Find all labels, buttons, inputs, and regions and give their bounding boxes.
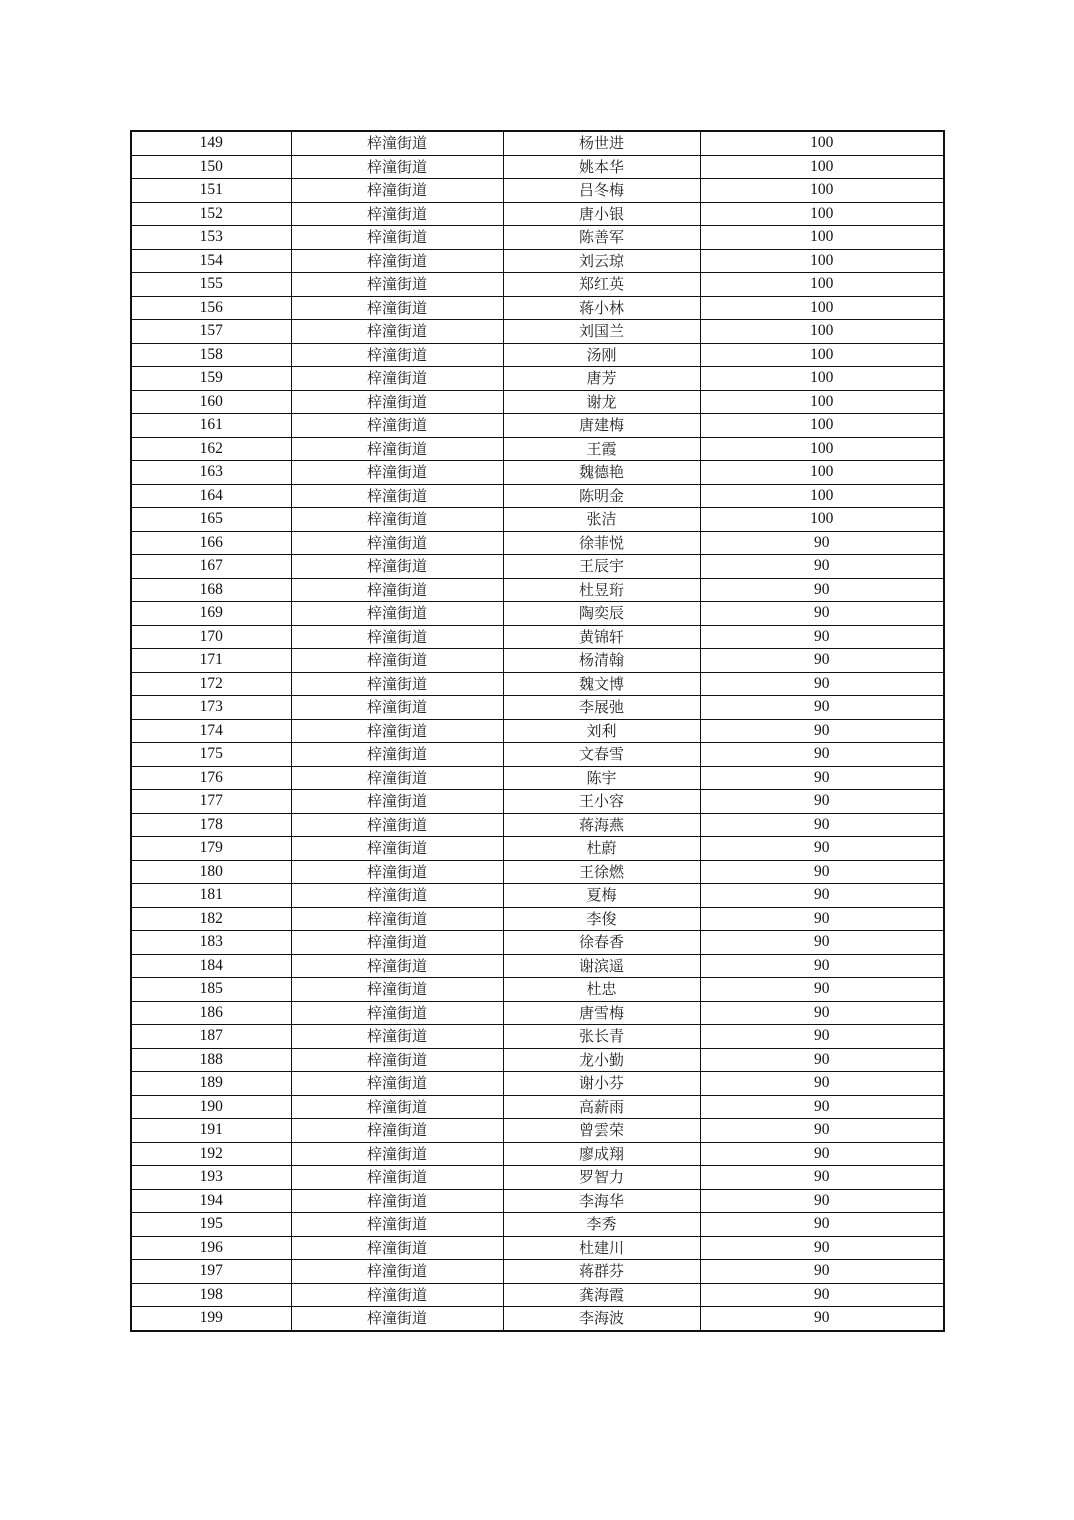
table-row xyxy=(131,884,944,908)
person-name-cell: 唐芳 xyxy=(503,367,700,391)
district-cell: 梓潼街道 xyxy=(291,1213,503,1237)
person-name-cell: 张洁 xyxy=(503,508,700,532)
district-cell: 梓潼街道 xyxy=(291,1189,503,1213)
amount-cell: 100 xyxy=(700,179,944,203)
district-cell: 梓潼街道 xyxy=(291,249,503,273)
table-row xyxy=(131,719,944,743)
serial-number-cell: 163 xyxy=(131,461,291,485)
amount-cell: 90 xyxy=(700,1166,944,1190)
table-row xyxy=(131,978,944,1002)
district-cell: 梓潼街道 xyxy=(291,766,503,790)
district-cell: 梓潼街道 xyxy=(291,484,503,508)
district-cell: 梓潼街道 xyxy=(291,508,503,532)
amount-cell: 90 xyxy=(700,790,944,814)
table-row xyxy=(131,860,944,884)
amount-cell: 90 xyxy=(700,954,944,978)
district-cell: 梓潼街道 xyxy=(291,719,503,743)
serial-number-cell: 169 xyxy=(131,602,291,626)
person-name-cell: 陈宇 xyxy=(503,766,700,790)
serial-number-cell: 167 xyxy=(131,555,291,579)
district-cell: 梓潼街道 xyxy=(291,531,503,555)
amount-cell: 90 xyxy=(700,672,944,696)
table-row xyxy=(131,273,944,297)
person-name-cell: 谢滨遥 xyxy=(503,954,700,978)
district-cell: 梓潼街道 xyxy=(291,390,503,414)
amount-cell: 90 xyxy=(700,696,944,720)
serial-number-cell: 153 xyxy=(131,226,291,250)
serial-number-cell: 173 xyxy=(131,696,291,720)
serial-number-cell: 149 xyxy=(131,131,291,155)
table-row xyxy=(131,1072,944,1096)
amount-cell: 90 xyxy=(700,1048,944,1072)
district-cell: 梓潼街道 xyxy=(291,625,503,649)
district-cell: 梓潼街道 xyxy=(291,1072,503,1096)
person-name-cell: 廖成翔 xyxy=(503,1142,700,1166)
amount-cell: 90 xyxy=(700,813,944,837)
person-name-cell: 唐雪梅 xyxy=(503,1001,700,1025)
person-name-cell: 杜建川 xyxy=(503,1236,700,1260)
table-row xyxy=(131,226,944,250)
district-cell: 梓潼街道 xyxy=(291,437,503,461)
serial-number-cell: 157 xyxy=(131,320,291,344)
serial-number-cell: 181 xyxy=(131,884,291,908)
table-row xyxy=(131,531,944,555)
serial-number-cell: 165 xyxy=(131,508,291,532)
amount-cell: 90 xyxy=(700,860,944,884)
table-row xyxy=(131,202,944,226)
district-cell: 梓潼街道 xyxy=(291,1095,503,1119)
serial-number-cell: 188 xyxy=(131,1048,291,1072)
table-row xyxy=(131,649,944,673)
table-row xyxy=(131,1001,944,1025)
district-cell: 梓潼街道 xyxy=(291,1048,503,1072)
person-name-cell: 谢龙 xyxy=(503,390,700,414)
district-cell: 梓潼街道 xyxy=(291,226,503,250)
serial-number-cell: 186 xyxy=(131,1001,291,1025)
table-row xyxy=(131,131,944,155)
serial-number-cell: 195 xyxy=(131,1213,291,1237)
serial-number-cell: 176 xyxy=(131,766,291,790)
amount-cell: 90 xyxy=(700,931,944,955)
district-cell: 梓潼街道 xyxy=(291,696,503,720)
amount-cell: 100 xyxy=(700,155,944,179)
table-row xyxy=(131,414,944,438)
table-row xyxy=(131,155,944,179)
amount-cell: 100 xyxy=(700,226,944,250)
table-row xyxy=(131,437,944,461)
amount-cell: 90 xyxy=(700,719,944,743)
person-name-cell: 王辰宇 xyxy=(503,555,700,579)
serial-number-cell: 197 xyxy=(131,1260,291,1284)
person-name-cell: 陈善军 xyxy=(503,226,700,250)
person-name-cell: 杨世进 xyxy=(503,131,700,155)
table-row xyxy=(131,461,944,485)
table-row xyxy=(131,249,944,273)
person-name-cell: 刘国兰 xyxy=(503,320,700,344)
district-cell: 梓潼街道 xyxy=(291,602,503,626)
district-cell: 梓潼街道 xyxy=(291,1001,503,1025)
district-cell: 梓潼街道 xyxy=(291,555,503,579)
serial-number-cell: 174 xyxy=(131,719,291,743)
district-cell: 梓潼街道 xyxy=(291,743,503,767)
table-row xyxy=(131,367,944,391)
amount-cell: 90 xyxy=(700,602,944,626)
person-name-cell: 杜蔚 xyxy=(503,837,700,861)
person-name-cell: 谢小芬 xyxy=(503,1072,700,1096)
person-name-cell: 吕冬梅 xyxy=(503,179,700,203)
district-cell: 梓潼街道 xyxy=(291,837,503,861)
district-cell: 梓潼街道 xyxy=(291,202,503,226)
table-row xyxy=(131,1095,944,1119)
serial-number-cell: 194 xyxy=(131,1189,291,1213)
amount-cell: 90 xyxy=(700,1213,944,1237)
district-cell: 梓潼街道 xyxy=(291,931,503,955)
district-cell: 梓潼街道 xyxy=(291,1166,503,1190)
serial-number-cell: 196 xyxy=(131,1236,291,1260)
person-name-cell: 刘利 xyxy=(503,719,700,743)
district-cell: 梓潼街道 xyxy=(291,884,503,908)
table-row xyxy=(131,1119,944,1143)
amount-cell: 90 xyxy=(700,978,944,1002)
person-name-cell: 李海华 xyxy=(503,1189,700,1213)
serial-number-cell: 177 xyxy=(131,790,291,814)
amount-cell: 100 xyxy=(700,437,944,461)
amount-cell: 100 xyxy=(700,202,944,226)
amount-cell: 100 xyxy=(700,461,944,485)
person-name-cell: 魏文博 xyxy=(503,672,700,696)
amount-cell: 90 xyxy=(700,1119,944,1143)
table-row xyxy=(131,390,944,414)
district-cell: 梓潼街道 xyxy=(291,578,503,602)
person-name-cell: 李秀 xyxy=(503,1213,700,1237)
district-cell: 梓潼街道 xyxy=(291,954,503,978)
district-cell: 梓潼街道 xyxy=(291,273,503,297)
table-row xyxy=(131,578,944,602)
table-row xyxy=(131,625,944,649)
person-name-cell: 曾雲荣 xyxy=(503,1119,700,1143)
person-name-cell: 龚海霞 xyxy=(503,1283,700,1307)
amount-cell: 90 xyxy=(700,837,944,861)
person-name-cell: 汤刚 xyxy=(503,343,700,367)
serial-number-cell: 180 xyxy=(131,860,291,884)
table-row xyxy=(131,296,944,320)
person-name-cell: 徐菲悦 xyxy=(503,531,700,555)
person-name-cell: 陶奕辰 xyxy=(503,602,700,626)
amount-cell: 90 xyxy=(700,743,944,767)
table-row xyxy=(131,508,944,532)
district-cell: 梓潼街道 xyxy=(291,367,503,391)
amount-cell: 100 xyxy=(700,484,944,508)
person-name-cell: 唐建梅 xyxy=(503,414,700,438)
serial-number-cell: 170 xyxy=(131,625,291,649)
serial-number-cell: 184 xyxy=(131,954,291,978)
table-row xyxy=(131,484,944,508)
serial-number-cell: 162 xyxy=(131,437,291,461)
person-name-cell: 高薪雨 xyxy=(503,1095,700,1119)
person-name-cell: 魏德艳 xyxy=(503,461,700,485)
serial-number-cell: 154 xyxy=(131,249,291,273)
district-cell: 梓潼街道 xyxy=(291,1119,503,1143)
person-name-cell: 蒋海燕 xyxy=(503,813,700,837)
person-name-cell: 王霞 xyxy=(503,437,700,461)
serial-number-cell: 171 xyxy=(131,649,291,673)
serial-number-cell: 152 xyxy=(131,202,291,226)
person-name-cell: 姚本华 xyxy=(503,155,700,179)
table-row xyxy=(131,1048,944,1072)
person-name-cell: 杨清翰 xyxy=(503,649,700,673)
amount-cell: 90 xyxy=(700,1236,944,1260)
person-name-cell: 夏梅 xyxy=(503,884,700,908)
amount-cell: 90 xyxy=(700,555,944,579)
person-name-cell: 李俊 xyxy=(503,907,700,931)
district-cell: 梓潼街道 xyxy=(291,1025,503,1049)
serial-number-cell: 178 xyxy=(131,813,291,837)
table-row xyxy=(131,1213,944,1237)
amount-cell: 90 xyxy=(700,766,944,790)
district-cell: 梓潼街道 xyxy=(291,155,503,179)
amount-cell: 100 xyxy=(700,131,944,155)
amount-cell: 100 xyxy=(700,343,944,367)
table-row xyxy=(131,790,944,814)
table-row xyxy=(131,743,944,767)
district-cell: 梓潼街道 xyxy=(291,1283,503,1307)
amount-cell: 90 xyxy=(700,1189,944,1213)
serial-number-cell: 191 xyxy=(131,1119,291,1143)
amount-cell: 90 xyxy=(700,625,944,649)
table-row xyxy=(131,320,944,344)
table-row xyxy=(131,1189,944,1213)
serial-number-cell: 168 xyxy=(131,578,291,602)
district-cell: 梓潼街道 xyxy=(291,860,503,884)
person-name-cell: 龙小勤 xyxy=(503,1048,700,1072)
table-row xyxy=(131,1283,944,1307)
table-row xyxy=(131,931,944,955)
table-row xyxy=(131,1260,944,1284)
table-row xyxy=(131,1166,944,1190)
amount-cell: 100 xyxy=(700,414,944,438)
serial-number-cell: 164 xyxy=(131,484,291,508)
amount-cell: 90 xyxy=(700,1025,944,1049)
serial-number-cell: 151 xyxy=(131,179,291,203)
person-name-cell: 杜忠 xyxy=(503,978,700,1002)
serial-number-cell: 160 xyxy=(131,390,291,414)
district-cell: 梓潼街道 xyxy=(291,790,503,814)
district-cell: 梓潼街道 xyxy=(291,649,503,673)
district-cell: 梓潼街道 xyxy=(291,131,503,155)
person-name-cell: 李海波 xyxy=(503,1307,700,1331)
serial-number-cell: 179 xyxy=(131,837,291,861)
serial-number-cell: 155 xyxy=(131,273,291,297)
table-row xyxy=(131,696,944,720)
serial-number-cell: 192 xyxy=(131,1142,291,1166)
serial-number-cell: 182 xyxy=(131,907,291,931)
district-cell: 梓潼街道 xyxy=(291,414,503,438)
serial-number-cell: 199 xyxy=(131,1307,291,1331)
district-cell: 梓潼街道 xyxy=(291,907,503,931)
serial-number-cell: 166 xyxy=(131,531,291,555)
table-row xyxy=(131,602,944,626)
district-cell: 梓潼街道 xyxy=(291,320,503,344)
district-cell: 梓潼街道 xyxy=(291,1307,503,1331)
serial-number-cell: 158 xyxy=(131,343,291,367)
amount-cell: 90 xyxy=(700,907,944,931)
table-row xyxy=(131,907,944,931)
person-name-cell: 李展弛 xyxy=(503,696,700,720)
amount-cell: 90 xyxy=(700,884,944,908)
table-row xyxy=(131,1142,944,1166)
table-row xyxy=(131,1236,944,1260)
table-row xyxy=(131,555,944,579)
person-name-cell: 王徐燃 xyxy=(503,860,700,884)
district-cell: 梓潼街道 xyxy=(291,672,503,696)
table-row xyxy=(131,837,944,861)
district-cell: 梓潼街道 xyxy=(291,296,503,320)
table-row xyxy=(131,672,944,696)
person-name-cell: 黄锦轩 xyxy=(503,625,700,649)
amount-cell: 90 xyxy=(700,1072,944,1096)
amount-cell: 90 xyxy=(700,531,944,555)
amount-cell: 100 xyxy=(700,320,944,344)
table-row xyxy=(131,343,944,367)
serial-number-cell: 150 xyxy=(131,155,291,179)
person-name-cell: 唐小银 xyxy=(503,202,700,226)
person-name-cell: 郑红英 xyxy=(503,273,700,297)
serial-number-cell: 175 xyxy=(131,743,291,767)
serial-number-cell: 161 xyxy=(131,414,291,438)
serial-number-cell: 185 xyxy=(131,978,291,1002)
table-row xyxy=(131,766,944,790)
person-name-cell: 刘云琼 xyxy=(503,249,700,273)
person-name-cell: 蒋群芬 xyxy=(503,1260,700,1284)
person-name-cell: 王小容 xyxy=(503,790,700,814)
table-row xyxy=(131,1025,944,1049)
district-cell: 梓潼街道 xyxy=(291,1260,503,1284)
serial-number-cell: 183 xyxy=(131,931,291,955)
amount-cell: 90 xyxy=(700,1307,944,1331)
district-cell: 梓潼街道 xyxy=(291,343,503,367)
serial-number-cell: 159 xyxy=(131,367,291,391)
amount-cell: 90 xyxy=(700,1095,944,1119)
roster-table-body xyxy=(131,131,944,1331)
district-cell: 梓潼街道 xyxy=(291,978,503,1002)
person-name-cell: 罗智力 xyxy=(503,1166,700,1190)
amount-cell: 100 xyxy=(700,296,944,320)
district-cell: 梓潼街道 xyxy=(291,813,503,837)
amount-cell: 90 xyxy=(700,649,944,673)
amount-cell: 90 xyxy=(700,1001,944,1025)
serial-number-cell: 156 xyxy=(131,296,291,320)
district-cell: 梓潼街道 xyxy=(291,1142,503,1166)
amount-cell: 90 xyxy=(700,1260,944,1284)
serial-number-cell: 190 xyxy=(131,1095,291,1119)
table-row xyxy=(131,813,944,837)
serial-number-cell: 189 xyxy=(131,1072,291,1096)
person-name-cell: 蒋小林 xyxy=(503,296,700,320)
serial-number-cell: 198 xyxy=(131,1283,291,1307)
amount-cell: 90 xyxy=(700,578,944,602)
table-row xyxy=(131,954,944,978)
amount-cell: 100 xyxy=(700,390,944,414)
person-name-cell: 文春雪 xyxy=(503,743,700,767)
amount-cell: 100 xyxy=(700,367,944,391)
district-cell: 梓潼街道 xyxy=(291,461,503,485)
serial-number-cell: 187 xyxy=(131,1025,291,1049)
person-name-cell: 陈明金 xyxy=(503,484,700,508)
amount-cell: 90 xyxy=(700,1142,944,1166)
serial-number-cell: 172 xyxy=(131,672,291,696)
person-name-cell: 徐春香 xyxy=(503,931,700,955)
person-name-cell: 杜昱珩 xyxy=(503,578,700,602)
amount-cell: 90 xyxy=(700,1283,944,1307)
amount-cell: 100 xyxy=(700,273,944,297)
amount-cell: 100 xyxy=(700,249,944,273)
amount-cell: 100 xyxy=(700,508,944,532)
serial-number-cell: 193 xyxy=(131,1166,291,1190)
district-cell: 梓潼街道 xyxy=(291,1236,503,1260)
table-row xyxy=(131,179,944,203)
district-cell: 梓潼街道 xyxy=(291,179,503,203)
roster-table xyxy=(130,130,945,1332)
person-name-cell: 张长青 xyxy=(503,1025,700,1049)
table-row xyxy=(131,1307,944,1331)
